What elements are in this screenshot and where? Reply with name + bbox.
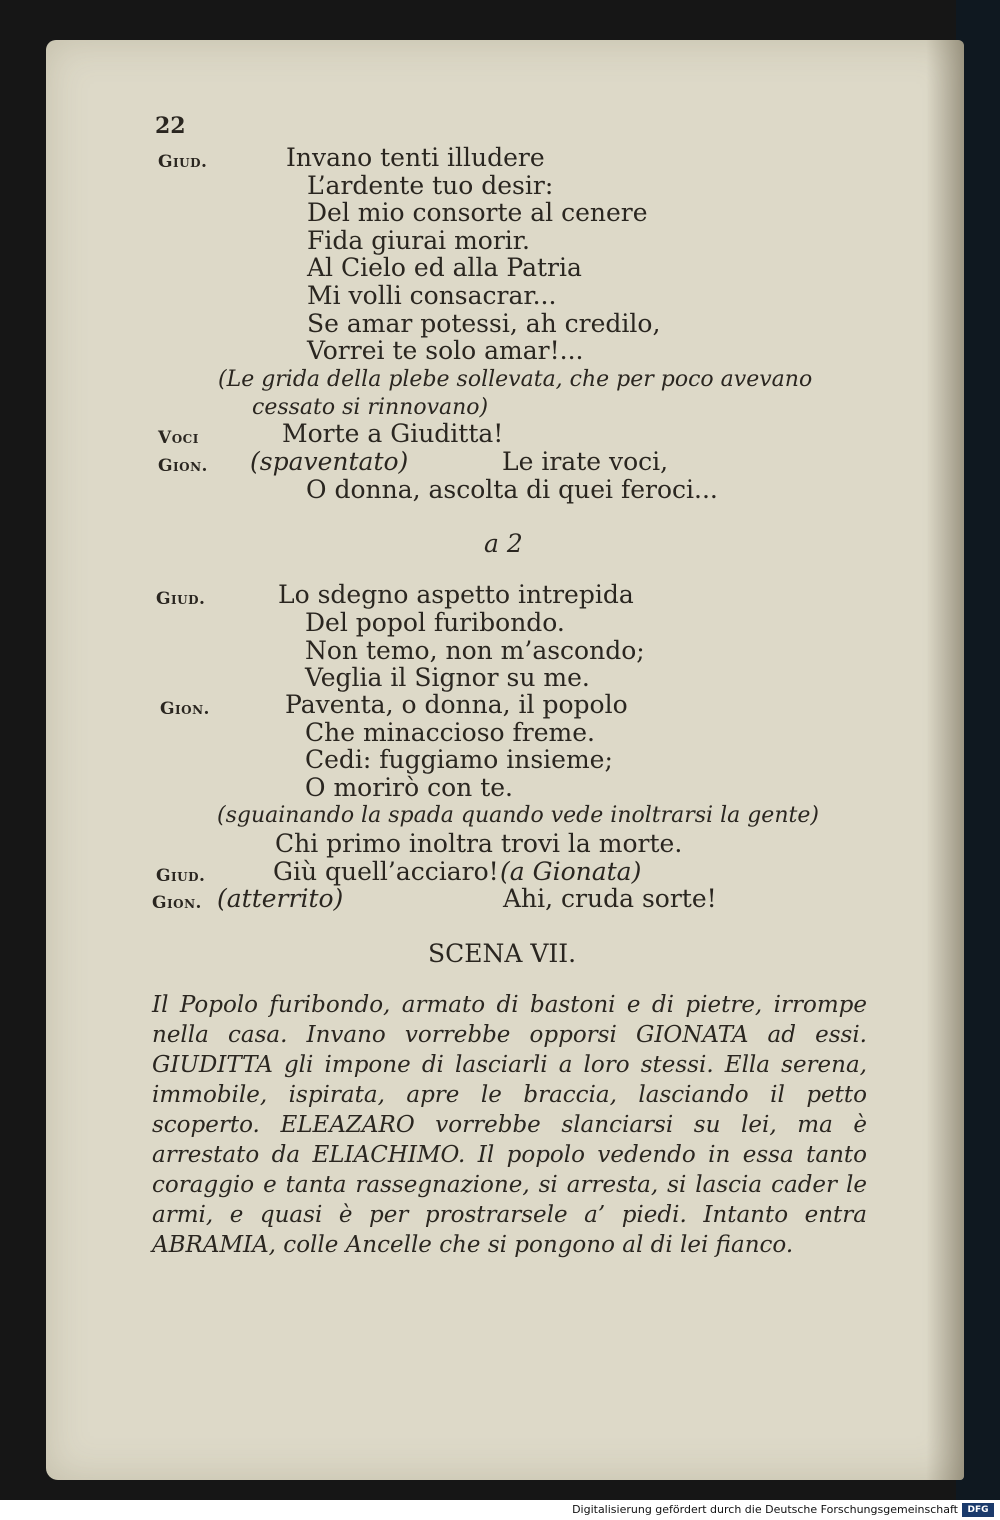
verse-line: Del mio consorte al cenere <box>307 198 648 227</box>
speaker-giud: Giud. <box>156 866 206 886</box>
verse-line: Lo sdegno aspetto intrepida <box>278 580 634 609</box>
verse-line: Se amar potessi, ah credilo, <box>307 309 661 338</box>
page-number: 22 <box>155 113 186 139</box>
verse-line: Giù quell’acciaro! <box>273 857 499 886</box>
verse-line: Non temo, non m’ascondo; <box>305 636 645 665</box>
stage-direction: (atterrito) <box>217 884 344 913</box>
speaker-giud: Giud. <box>156 589 206 609</box>
page-gutter-shadow <box>926 40 964 1480</box>
stage-direction: cessato si rinnovano) <box>252 395 489 420</box>
stage-direction: (Le grida della plebe sollevata, che per poco avevano <box>218 367 813 392</box>
speaker-gion: Gion. <box>160 699 210 719</box>
stage-direction: (a Gionata) <box>500 857 642 886</box>
a-due-heading: a 2 <box>484 529 523 558</box>
verse-line: O donna, ascolta di quei feroci... <box>306 475 718 504</box>
verse-line: Ahi, cruda sorte! <box>503 884 717 913</box>
funding-credit: Digitalisierung gefördert durch die Deutsche Forschungsgemeinschaft <box>572 1503 958 1516</box>
scene-stage-direction: Il Popolo furibondo, armato di bastoni e di pietre, irrompe nella casa. Invano vorrebbe opporsi GIONATA ad essi. GIUDITTA gli impone di lasciarli a loro stessi. Ella serena, immobile, ispirata, apre le braccia, lasciando il petto scoperto. ELEAZARO vorrebbe slanciarsi su lei, ma è arrestato da ELIACHIMO. Il popolo vedendo in essa tanto coraggio e tanta rassegnazione, si arresta, si lascia cader le armi, e quasi è per prostrarsele a’ piedi. Intanto entra ABRAMIA, colle Ancelle che si pongono al di lei fianco. <box>152 992 867 1258</box>
verse-line: Paventa, o donna, il popolo <box>285 690 628 719</box>
verse-line: Fida giurai morir. <box>307 226 530 255</box>
verse-line: Al Cielo ed alla Patria <box>307 253 582 282</box>
verse-line: Cedi: fuggiamo insieme; <box>305 745 613 774</box>
verse-line: Morte a Giuditta! <box>282 419 504 448</box>
verse-line: Invano tenti illudere <box>286 143 545 172</box>
verse-line: Vorrei te solo amar!... <box>307 336 584 365</box>
stage-direction: (spaventato) <box>250 447 409 476</box>
speaker-voci: Voci <box>158 428 199 448</box>
speaker-gion: Gion. <box>158 456 208 476</box>
speaker-gion: Gion. <box>152 893 202 913</box>
verse-line: Mi volli consacrar... <box>307 281 557 310</box>
verse-line: Chi primo inoltra trovi la morte. <box>275 829 683 858</box>
verse-line: O morirò con te. <box>305 773 513 802</box>
dfg-logo: DFG <box>962 1503 994 1517</box>
verse-line: Veglia il Signor su me. <box>305 663 590 692</box>
stage-direction: (sguainando la spada quando vede inoltrarsi la gente) <box>217 803 819 828</box>
scene-title: SCENA VII. <box>428 939 577 968</box>
footer-bar <box>0 1500 1000 1520</box>
verse-line: Le irate voci, <box>502 447 669 476</box>
speaker-giud: Giud. <box>158 152 208 172</box>
verse-line: L’ardente tuo desir: <box>307 171 554 200</box>
verse-line: Che minaccioso freme. <box>305 718 596 747</box>
verse-line: Del popol furibondo. <box>305 608 565 637</box>
